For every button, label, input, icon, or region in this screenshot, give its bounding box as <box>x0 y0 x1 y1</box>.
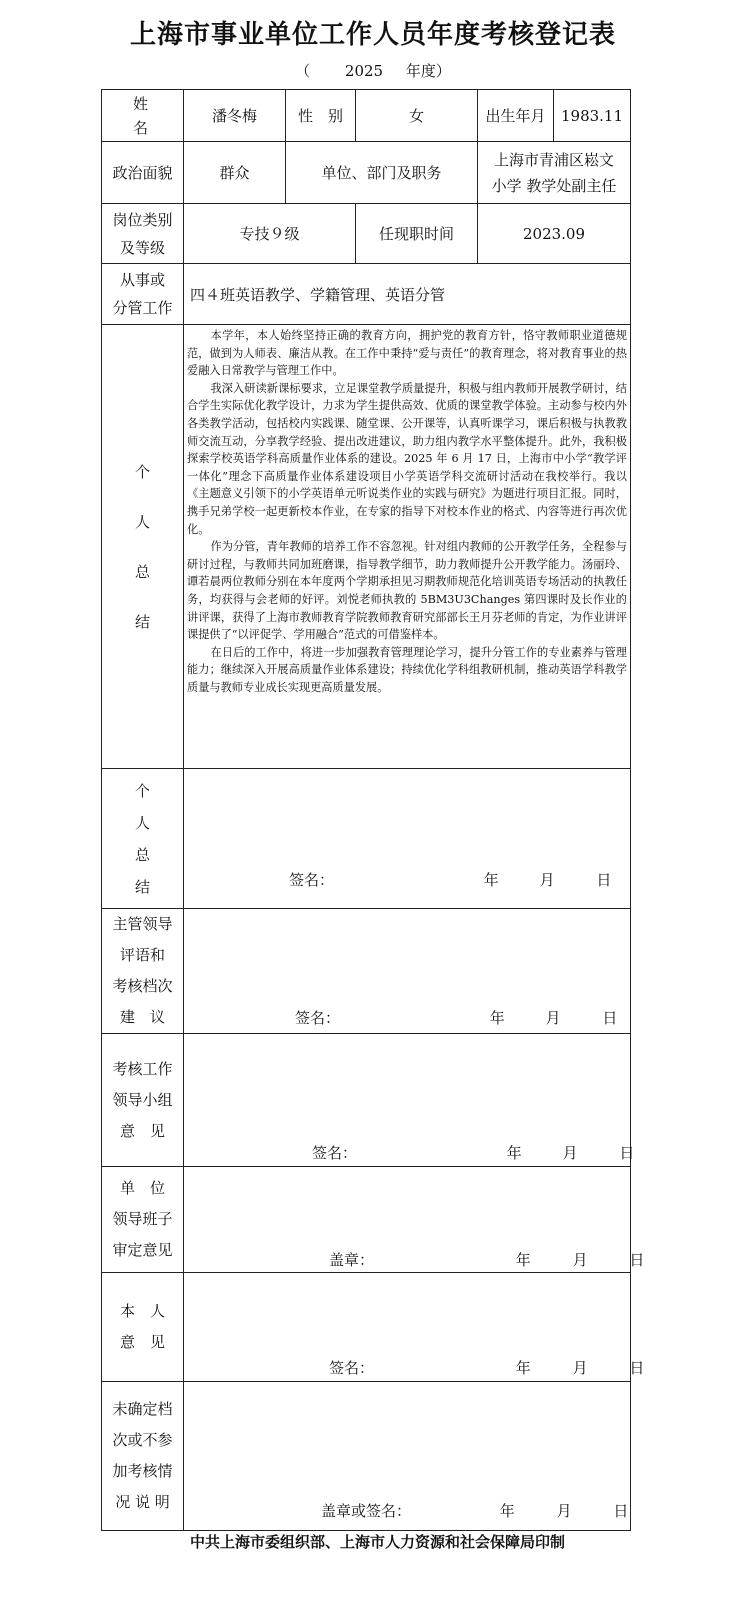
undetermined-label <box>102 1382 184 1531</box>
summary-sign-label <box>102 769 184 909</box>
unit-value <box>478 142 631 204</box>
leader-comment-label-line: 考核档次 <box>112 977 173 995</box>
work-label <box>102 264 184 325</box>
undetermined-area[interactable] <box>184 1382 631 1531</box>
summary-sign-label-char: 人 <box>134 813 150 832</box>
team-opinion-row <box>102 1034 631 1167</box>
work-label-line2: 分管工作 <box>112 299 173 317</box>
birth-label: 出生年月 <box>478 90 554 142</box>
summary-label-char: 个 <box>134 462 150 481</box>
summary-label-char: 总 <box>134 562 150 581</box>
work-label-line1: 从事或 <box>119 271 165 289</box>
year-line <box>0 60 746 81</box>
sign-year: 年 <box>483 871 499 889</box>
basic-info-row <box>102 90 631 142</box>
post-value: 专技９级 <box>184 204 356 264</box>
year-value: 2025 <box>344 62 384 80</box>
tenure-value: 2023.09 <box>478 204 631 264</box>
leader-comment-label-line: 主管领导 <box>112 915 173 933</box>
summary-paragraph: 我深入研读新课标要求，立足课堂教学质量提升，积极与组内教师开展教学研讨，结合学生实际优化教学设计，力求为学生提供高效、优质的课堂教学体验。主动参与校内外各类教学活动，包括校内实践课、随堂课、公开课等，认真听课学习，课后积极与执教教师交流互动，分享教学经验、提出改进建议，助力组内教学水平整体提升。此外，我积极探索学校英语学科高质量作业体系的建设。2025 年 6 月 17 日，上海市中小学“教学评一体化”理念下高质量作业体系建设项目小学英语学科交流研讨活动在我校举行。我以《主题意义引领下的小学英语单元听说类作业的实践与研究》为题进行项目汇报。同时，携手兄弟学校一起更新校本作业，在专家的指导下对校本作业的格式、内容等进行再次优化。 <box>187 381 627 536</box>
sign-month: 月 <box>539 871 555 889</box>
sign-year: 年 <box>515 1359 531 1377</box>
sign-year: 年 <box>506 1144 522 1162</box>
summary-sign-area[interactable] <box>184 769 631 909</box>
political-value: 群众 <box>184 142 286 204</box>
tenure-label: 任现职时间 <box>356 204 478 264</box>
undetermined-sign-line <box>321 1500 628 1521</box>
self-opinion-row <box>102 1273 631 1382</box>
leader-comment-row <box>102 909 631 1034</box>
sign-month: 月 <box>545 1009 561 1027</box>
sign-day: 日 <box>596 871 612 889</box>
self-opinion-area[interactable] <box>184 1273 645 1382</box>
sign-year: 年 <box>499 1502 515 1520</box>
leader-comment-label-line: 建 议 <box>119 1008 165 1026</box>
self-opinion-label <box>102 1273 184 1382</box>
summary-paragraph: 在日后的工作中，将进一步加强教育管理理论学习，提升分管工作的专业素养与管理能力；继续深入开展高质量作业体系建设；持续优化学科组教研机制，推动英语学科教学质量与教师专业成长实现更高质量发展。 <box>187 645 627 694</box>
team-opinion-label-line: 意 见 <box>119 1121 165 1140</box>
team-opinion-label-line: 考核工作 <box>112 1059 173 1078</box>
gender-value: 女 <box>356 90 478 142</box>
sign-label: 盖章或签名： <box>321 1502 412 1520</box>
sign-label: 签名： <box>295 1009 341 1027</box>
unit-review-row <box>102 1167 631 1273</box>
undetermined-label-line: 况 说 明 <box>115 1493 170 1511</box>
summary-text <box>184 325 631 769</box>
year-suffix: 年度） <box>405 62 451 80</box>
leader-comment-label-line: 评语和 <box>119 946 165 964</box>
unit-label: 单位、部门及职务 <box>286 142 478 204</box>
work-value: 四４班英语教学、学籍管理、英语分管 <box>184 264 631 325</box>
sign-month: 月 <box>572 1251 588 1269</box>
sign-day: 日 <box>619 1144 635 1162</box>
leader-comment-area[interactable] <box>184 909 631 1034</box>
self-opinion-label-line: 意 见 <box>119 1333 165 1351</box>
gender-label: 性 别 <box>286 90 356 142</box>
sign-year: 年 <box>489 1009 505 1027</box>
appraisal-form-table <box>101 89 645 1531</box>
sign-day: 日 <box>629 1251 645 1269</box>
sign-label: 签名： <box>312 1144 358 1162</box>
unit-review-area[interactable] <box>184 1167 645 1273</box>
team-sign-line <box>312 1142 634 1163</box>
name-value: 潘冬梅 <box>184 90 286 142</box>
political-unit-row <box>102 142 631 204</box>
self-opinion-label-line: 本 人 <box>119 1302 165 1320</box>
post-label-line2: 及等级 <box>119 238 165 257</box>
unit-value-line1: 上海市青浦区崧文 <box>493 150 614 169</box>
post-label <box>102 204 184 264</box>
team-opinion-label <box>102 1034 184 1167</box>
leader-comment-label <box>102 909 184 1034</box>
summary-paragraph: 本学年，本人始终坚持正确的教育方向，拥护党的教育方针，恪守教师职业道德规范，做到为人师表、廉洁从教。在工作中秉持“爱与责任”的教育理念，将对教育事业的热爱融入日常教学与管理工作中。 <box>187 329 627 378</box>
sign-label: 签名： <box>329 1359 375 1377</box>
sign-day: 日 <box>602 1009 618 1027</box>
summary-sign-label-char: 个 <box>134 781 150 800</box>
sign-day: 日 <box>613 1502 629 1520</box>
summary-label-char: 人 <box>134 512 150 531</box>
unit-review-label-line: 审定意见 <box>112 1241 173 1259</box>
undetermined-label-line: 次或不参 <box>112 1431 173 1449</box>
form-title: 上海市事业单位工作人员年度考核登记表 <box>129 20 616 50</box>
sign-label: 签名： <box>289 871 335 889</box>
leader-sign-line <box>295 1007 617 1028</box>
sign-year: 年 <box>515 1251 531 1269</box>
political-label: 政治面貌 <box>102 142 184 204</box>
undetermined-row <box>102 1382 631 1531</box>
unit-value-line2: 小学 教学处副主任 <box>491 176 617 195</box>
sign-day: 日 <box>629 1359 645 1377</box>
unit-review-label-line: 单 位 <box>119 1179 165 1197</box>
summary-sign-line <box>289 869 611 890</box>
summary-label-char: 结 <box>134 612 150 631</box>
team-opinion-area[interactable] <box>184 1034 635 1167</box>
undetermined-label-line: 未确定档 <box>112 1400 173 1418</box>
undetermined-label-line: 加考核情 <box>112 1462 173 1480</box>
name-label: 姓 名 <box>102 90 184 142</box>
footer-publisher: 中共上海市委组织部、上海市人力资源和社会保障局印制 <box>190 1533 566 1551</box>
post-label-line1: 岗位类别 <box>112 210 173 229</box>
sign-month: 月 <box>572 1359 588 1377</box>
summary-sign-row <box>102 769 631 909</box>
summary-sign-label-char: 总 <box>134 845 150 864</box>
team-opinion-label-line: 领导小组 <box>112 1090 173 1109</box>
sign-month: 月 <box>562 1144 578 1162</box>
unit-review-label-line: 领导班子 <box>112 1210 173 1228</box>
birth-value: 1983.11 <box>554 90 631 142</box>
summary-row <box>102 325 631 769</box>
summary-sign-label-char: 结 <box>134 877 150 896</box>
self-sign-line <box>329 1357 644 1378</box>
post-tenure-row <box>102 204 631 264</box>
sign-label: 盖章： <box>329 1251 375 1269</box>
summary-label <box>102 325 184 769</box>
unit-sign-line <box>329 1249 644 1270</box>
unit-review-label <box>102 1167 184 1273</box>
year-open-paren: （ <box>295 62 311 80</box>
work-row <box>102 264 631 325</box>
sign-month: 月 <box>556 1502 572 1520</box>
summary-paragraph: 作为分管，青年教师的培养工作不容忽视。针对组内教师的公开教学任务，全程参与研讨过程，与教师共同加班磨课，指导教学细节，助力教师提升公开教学能力。汤丽玲、谭若晨两位教师分别在本年度两个学期承担见习期教师规范化培训英语专场活动的执教任务，均获得与会老师的好评。刘悦老师执教的 5BM3U3Changes 第四课时及长作业的讲评课，获得了上海市教师教育学院教师教育研究部部长王月芬老师的肯定，为作业讲评课提供了“以评促学、学用融合”范式的可借鉴样本。 <box>187 540 627 642</box>
